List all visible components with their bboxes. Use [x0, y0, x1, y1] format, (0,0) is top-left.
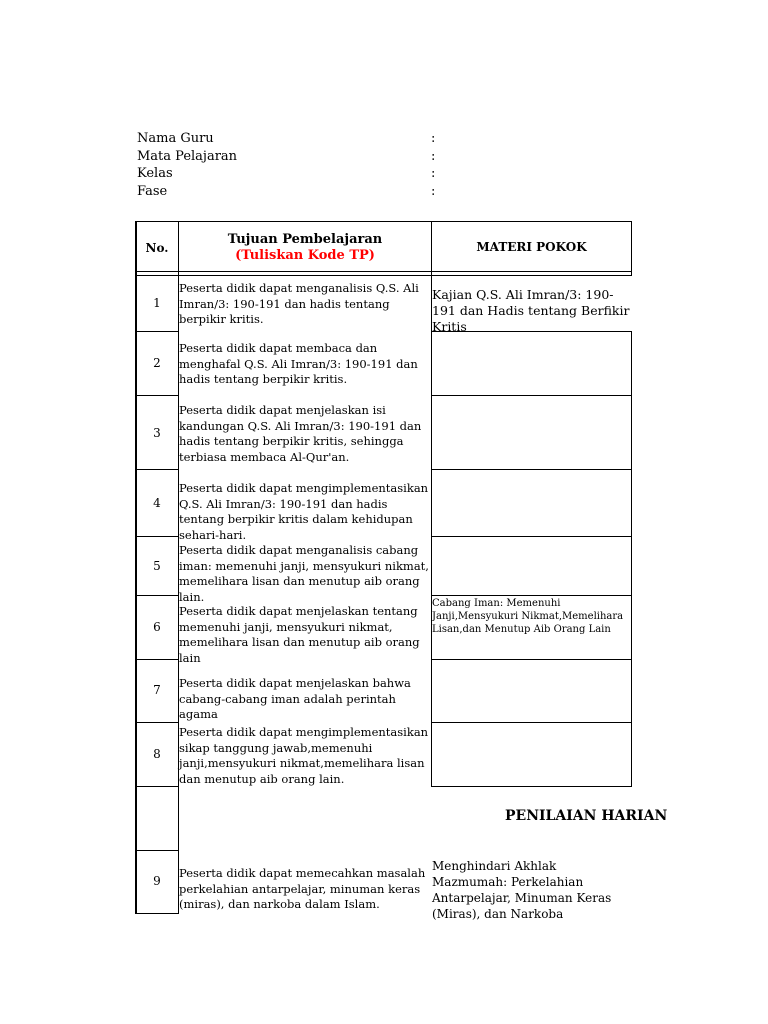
grid-line — [136, 221, 632, 222]
field-colon: : — [431, 166, 436, 181]
row-number: 4 — [153, 496, 161, 510]
materi-box — [431, 331, 632, 396]
row-number: 3 — [153, 426, 161, 440]
grid-line — [136, 850, 179, 851]
materi-box — [431, 469, 632, 537]
tujuan-text: Peserta didik dapat membaca dan menghafal Q.S. Ali Imran/3: 190-191 dan hadis tentang berpikir kritis. — [179, 341, 418, 386]
grid-line — [631, 221, 632, 276]
penilaian-clip — [179, 808, 668, 830]
column-header-tujuan: Tujuan Pembelajaran — [227, 232, 383, 247]
grid-line — [136, 271, 632, 272]
row-number: 9 — [153, 874, 161, 888]
field-colon: : — [431, 184, 436, 199]
materi-box — [431, 659, 632, 723]
row-number: 7 — [153, 683, 161, 697]
row-number: 2 — [153, 356, 161, 370]
grid-line — [136, 331, 179, 332]
grid-line — [136, 913, 179, 914]
tujuan-text: Peserta didik dapat memecahkan masalah perkelahian antarpelajar, minuman keras (miras), dan narkoba dalam Islam. — [179, 866, 426, 911]
grid-line — [136, 275, 632, 276]
grid-line — [136, 786, 179, 787]
grid-line — [136, 395, 179, 396]
field-label-nama-guru: Nama Guru — [137, 131, 214, 146]
field-label-mata-pelajaran: Mata Pelajaran — [137, 149, 238, 164]
column-header-no: No. — [145, 241, 169, 255]
materi-box — [431, 536, 632, 596]
materi-box — [431, 395, 632, 470]
field-label-fase: Fase — [137, 184, 168, 199]
penilaian-harian-title: PENILAIAN HARIAN — [505, 808, 668, 824]
tujuan-text: Peserta didik dapat menjelaskan tentang memenuhi janji, mensyukuri nikmat, memelihara lisan dan menutup aib orang lain — [179, 604, 420, 665]
grid-line — [136, 469, 179, 470]
materi-text-2: Cabang Iman: Memenuhi Janji,Mensyukuri Nikmat,Memelihara Lisan,dan Menutup Aib Orang Lain — [432, 598, 624, 635]
field-colon: : — [431, 131, 436, 146]
row-number: 8 — [153, 747, 161, 761]
row-number: 1 — [153, 296, 161, 310]
materi-text-1: Kajian Q.S. Ali Imran/3: 190-191 dan Hadis tentang Berfikir Kritis — [432, 287, 630, 334]
tujuan-text: Peserta didik dapat menjelaskan bahwa cabang-cabang iman adalah perintah agama — [179, 676, 411, 721]
grid-line — [136, 595, 179, 596]
row-number: 6 — [153, 620, 161, 634]
grid-line — [136, 536, 179, 537]
field-label-kelas: Kelas — [137, 166, 173, 181]
column-header-tujuan-note: (Tuliskan Kode TP) — [235, 248, 375, 263]
tujuan-text: Peserta didik dapat menganalisis cabang iman: memenuhi janji, mensyukuri nikmat, memelihara lisan dan menutup aib orang lain. — [179, 543, 429, 604]
tujuan-text: Peserta didik dapat menjelaskan isi kandungan Q.S. Ali Imran/3: 190-191 dan hadis tentang berpikir kritis, sehingga terbiasa membaca Al-Qur'an. — [179, 403, 422, 464]
tujuan-text: Peserta didik dapat menganalisis Q.S. Ali Imran/3: 190-191 dan hadis tentang berpikir kritis. — [179, 281, 419, 326]
row-number: 5 — [153, 559, 161, 573]
materi-text-3: Menghindari Akhlak Mazmumah: Perkelahian Antarpelajar, Minuman Keras (Miras), dan Narkoba — [432, 859, 612, 921]
grid-line — [136, 722, 179, 723]
grid-line — [136, 659, 179, 660]
tujuan-text: Peserta didik dapat mengimplementasikan Q.S. Ali Imran/3: 190-191 dan hadis tentang berpikir kritis dalam kehidupan sehari-hari. — [179, 481, 429, 542]
tujuan-text: Peserta didik dapat mengimplementasikan sikap tanggung jawab,memenuhi janji,mensyukuri nikmat,memelihara lisan dan menutup aib orang lain. — [179, 725, 429, 786]
materi-box — [431, 722, 632, 787]
column-header-materi: MATERI POKOK — [476, 240, 587, 254]
field-colon: : — [431, 149, 436, 164]
